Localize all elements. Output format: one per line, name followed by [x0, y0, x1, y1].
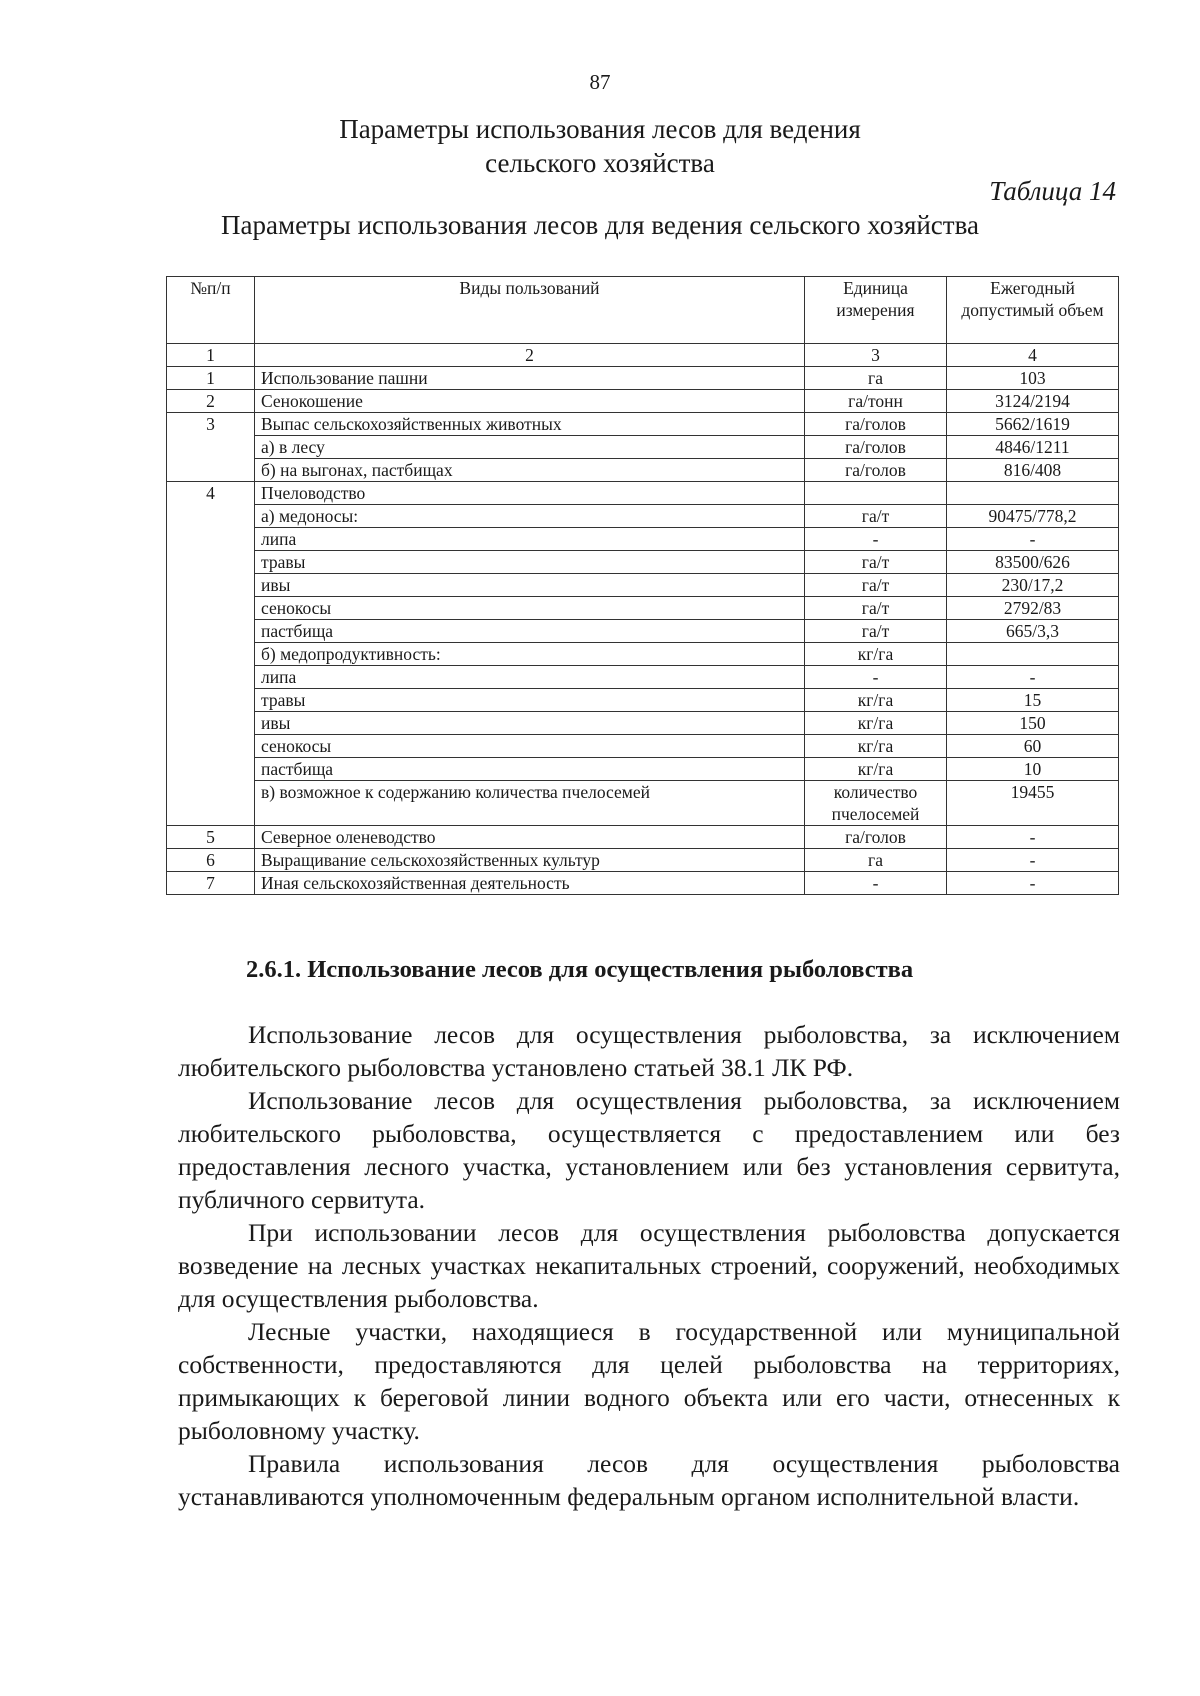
- cell-num: [167, 620, 255, 643]
- table-row: [167, 620, 1119, 643]
- cell-volume: 15: [947, 689, 1119, 712]
- cell-kind: Иная сельскохозяйственная деятельность: [255, 872, 805, 895]
- cell-num: [167, 735, 255, 758]
- table-row: [167, 436, 1119, 459]
- cell-unit: -: [805, 528, 947, 551]
- table-row: [167, 528, 1119, 551]
- table-header-row: [167, 277, 1119, 344]
- cell-unit: га: [805, 849, 947, 872]
- cell-volume: 2792/83: [947, 597, 1119, 620]
- parameters-table: [166, 276, 1119, 895]
- column-number: 4: [947, 344, 1119, 367]
- paragraph: При использовании лесов для осуществления рыболовства допускается возведение на лесных участках некапитальных строений, сооружений, необходимых для осуществления рыболовства.: [178, 1218, 1120, 1313]
- table-row: [167, 597, 1119, 620]
- table-title: Параметры использования лесов для ведения сельского хозяйства: [221, 210, 979, 240]
- table-row: [167, 872, 1119, 895]
- cell-volume: [947, 643, 1119, 666]
- cell-num: [167, 597, 255, 620]
- cell-kind: Использование пашни: [255, 367, 805, 390]
- table-row: [167, 849, 1119, 872]
- cell-kind: Выпас сельскохозяйственных животных: [255, 413, 805, 436]
- cell-unit: га/т: [805, 574, 947, 597]
- cell-unit: кг/га: [805, 712, 947, 735]
- cell-kind: ивы: [255, 712, 805, 735]
- cell-kind: б) медопродуктивность:: [255, 643, 805, 666]
- cell-num: [167, 643, 255, 666]
- cell-volume: -: [947, 826, 1119, 849]
- table-row: [167, 735, 1119, 758]
- column-number-row: [167, 344, 1119, 367]
- cell-num: 3: [167, 413, 255, 436]
- table-row: [167, 505, 1119, 528]
- cell-num: [167, 551, 255, 574]
- cell-unit: кг/га: [805, 735, 947, 758]
- cell-num: 6: [167, 849, 255, 872]
- cell-volume: 10: [947, 758, 1119, 781]
- cell-num: [167, 436, 255, 459]
- cell-unit: га/голов: [805, 826, 947, 849]
- document-title-line-1: Параметры использования лесов для ведения: [339, 114, 861, 144]
- header-num: №п/п: [167, 277, 255, 344]
- cell-num: [167, 574, 255, 597]
- cell-volume: 19455: [947, 781, 1119, 826]
- cell-volume: -: [947, 872, 1119, 895]
- cell-kind: б) на выгонах, пастбищах: [255, 459, 805, 482]
- cell-volume: 103: [947, 367, 1119, 390]
- table-row: [167, 781, 1119, 826]
- cell-num: 5: [167, 826, 255, 849]
- cell-num: [167, 689, 255, 712]
- cell-volume: -: [947, 849, 1119, 872]
- cell-volume: 4846/1211: [947, 436, 1119, 459]
- document-title-line-2: сельского хозяйства: [485, 148, 715, 178]
- table-row: [167, 712, 1119, 735]
- table-row: [167, 643, 1119, 666]
- cell-kind: липа: [255, 666, 805, 689]
- cell-volume: 665/3,3: [947, 620, 1119, 643]
- table-row: [167, 413, 1119, 436]
- cell-num: 2: [167, 390, 255, 413]
- cell-unit: количество пчелосемей: [805, 781, 947, 826]
- cell-unit: кг/га: [805, 758, 947, 781]
- table-label: Таблица 14: [989, 176, 1116, 206]
- cell-volume: -: [947, 528, 1119, 551]
- cell-kind: Пчеловодство: [255, 482, 805, 505]
- cell-unit: кг/га: [805, 643, 947, 666]
- paragraph: Правила использования лесов для осуществления рыболовства устанавливаются уполномоченным федеральным органом исполнительной власти.: [178, 1449, 1120, 1511]
- body-text: [178, 1018, 1120, 1513]
- cell-unit: -: [805, 872, 947, 895]
- cell-kind: а) медоносы:: [255, 505, 805, 528]
- header-volume: Ежегодный допустимый объем: [947, 277, 1119, 344]
- paragraph: Использование лесов для осуществления рыболовства, за исключением любительского рыболовства, осуществляется с предоставлением или без предоставления лесного участка, установлением или без установления сервитута, публичного сервитута.: [178, 1086, 1120, 1214]
- table-row: [167, 482, 1119, 505]
- cell-kind: а) в лесу: [255, 436, 805, 459]
- cell-unit: га/голов: [805, 413, 947, 436]
- cell-kind: сенокосы: [255, 597, 805, 620]
- cell-num: [167, 505, 255, 528]
- cell-num: [167, 459, 255, 482]
- cell-num: [167, 666, 255, 689]
- column-number: 1: [167, 344, 255, 367]
- cell-num: 1: [167, 367, 255, 390]
- cell-kind: ивы: [255, 574, 805, 597]
- cell-unit: кг/га: [805, 689, 947, 712]
- table-row: [167, 367, 1119, 390]
- header-kind: Виды пользований: [255, 277, 805, 344]
- table-row: [167, 459, 1119, 482]
- cell-kind: Северное оленеводство: [255, 826, 805, 849]
- cell-unit: га/голов: [805, 436, 947, 459]
- cell-volume: -: [947, 666, 1119, 689]
- cell-kind: пастбища: [255, 758, 805, 781]
- cell-kind: Сенокошение: [255, 390, 805, 413]
- cell-volume: 150: [947, 712, 1119, 735]
- cell-volume: 816/408: [947, 459, 1119, 482]
- cell-unit: -: [805, 666, 947, 689]
- cell-kind: травы: [255, 689, 805, 712]
- cell-unit: га/т: [805, 597, 947, 620]
- cell-kind: в) возможное к содержанию количества пчелосемей: [255, 781, 805, 826]
- cell-unit: га/т: [805, 505, 947, 528]
- header-unit: Единица измерения: [805, 277, 947, 344]
- cell-unit: га: [805, 367, 947, 390]
- column-number: 2: [255, 344, 805, 367]
- document-title: [0, 112, 1200, 180]
- cell-num: [167, 712, 255, 735]
- cell-kind: Выращивание сельскохозяйственных культур: [255, 849, 805, 872]
- table-row: [167, 826, 1119, 849]
- cell-unit: га/т: [805, 620, 947, 643]
- cell-unit: [805, 482, 947, 505]
- table-row: [167, 689, 1119, 712]
- cell-kind: травы: [255, 551, 805, 574]
- table-body: [167, 367, 1119, 895]
- cell-volume: 60: [947, 735, 1119, 758]
- paragraph: Использование лесов для осуществления рыболовства, за исключением любительского рыболовства установлено статьей 38.1 ЛК РФ.: [178, 1020, 1120, 1082]
- cell-volume: 90475/778,2: [947, 505, 1119, 528]
- cell-num: 4: [167, 482, 255, 505]
- cell-num: [167, 528, 255, 551]
- page-number: 87: [589, 70, 611, 94]
- table-row: [167, 758, 1119, 781]
- table-row: [167, 390, 1119, 413]
- cell-volume: 230/17,2: [947, 574, 1119, 597]
- cell-unit: га/т: [805, 551, 947, 574]
- column-number: 3: [805, 344, 947, 367]
- paragraph: Лесные участки, находящиеся в государственной или муниципальной собственности, предоставляются для целей рыболовства на территориях, примыкающих к береговой линии водного объекта или его части, отнесенных к рыболовному участку.: [178, 1317, 1120, 1445]
- cell-volume: 83500/626: [947, 551, 1119, 574]
- cell-unit: га/тонн: [805, 390, 947, 413]
- cell-unit: га/голов: [805, 459, 947, 482]
- table-row: [167, 551, 1119, 574]
- cell-kind: сенокосы: [255, 735, 805, 758]
- cell-volume: 5662/1619: [947, 413, 1119, 436]
- cell-kind: пастбища: [255, 620, 805, 643]
- cell-volume: 3124/2194: [947, 390, 1119, 413]
- cell-num: [167, 781, 255, 826]
- table-row: [167, 574, 1119, 597]
- cell-num: [167, 758, 255, 781]
- section-heading: 2.6.1. Использование лесов для осуществления рыболовства: [246, 956, 914, 983]
- cell-volume: [947, 482, 1119, 505]
- cell-num: 7: [167, 872, 255, 895]
- table-row: [167, 666, 1119, 689]
- cell-kind: липа: [255, 528, 805, 551]
